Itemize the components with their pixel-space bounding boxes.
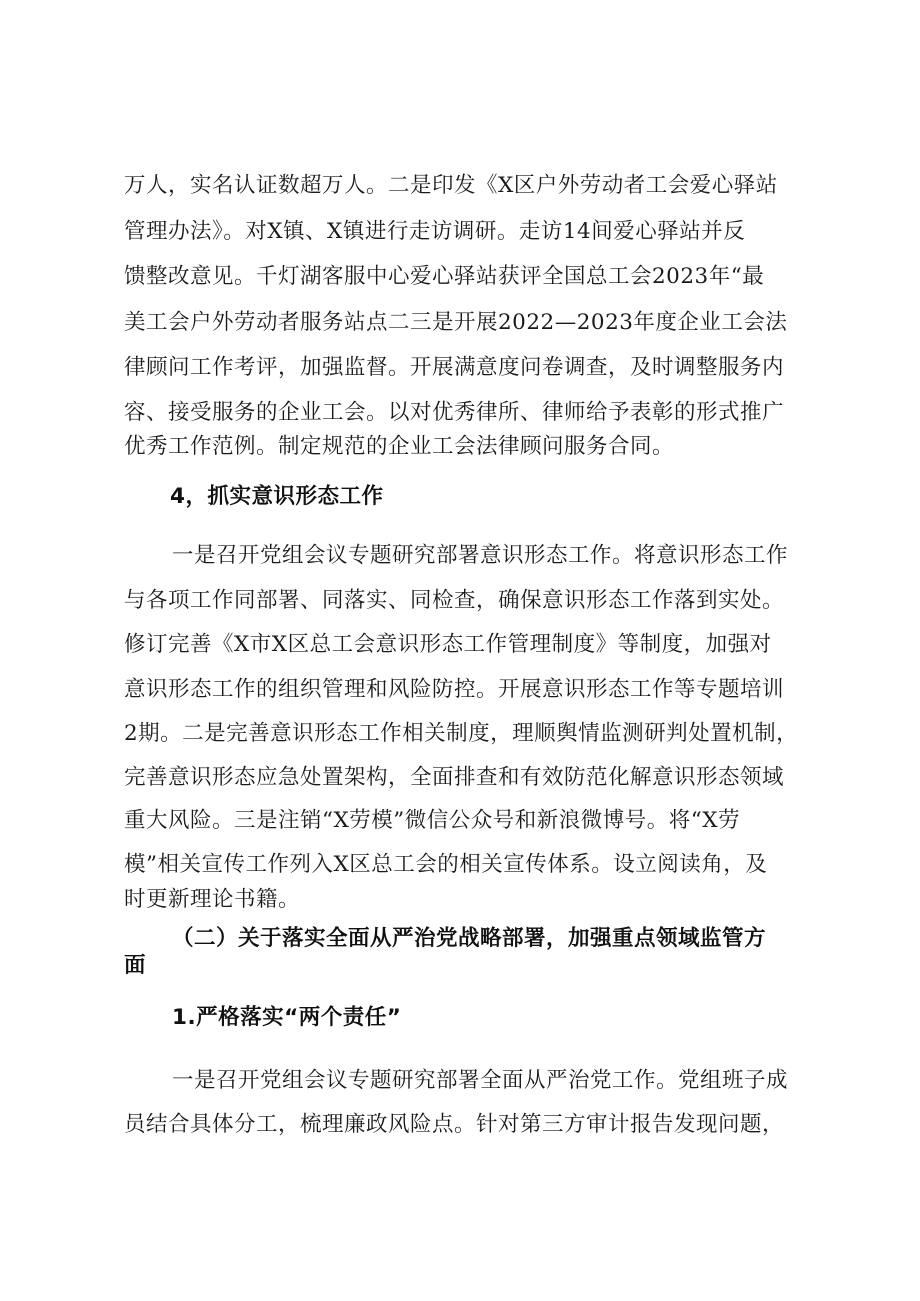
text-line: 一是召开党组会议专题研究部署全面从严治党工作。党组班子成 [172, 1068, 789, 1093]
text-line: 2期。二是完善意识形态工作相关制度，理顺舆情监测研判处置机制， [124, 721, 799, 746]
text-line: 美工会户外劳动者服务站点二三是开展2022—2023年度企业工会法 [124, 310, 788, 335]
text-line: 容、接受服务的企业工会。以对优秀律所、律师给予表彰的形式推广 [124, 400, 785, 425]
subsection-heading-two-responsibilities: 1.严格落实“两个责任” [172, 1005, 402, 1030]
text-line: 重大风险。三是注销“X劳模”微信公众号和新浪微博号。将“X劳 [124, 808, 741, 833]
text-line: 优秀工作范例。制定规范的企业工会法律顾问服务合同。 [124, 434, 675, 459]
text-line: 律顾问工作考评，加强监督。开展满意度问卷调查，及时调整服务内 [124, 355, 785, 380]
section-heading-ideology: 4，抓实意识形态工作 [170, 484, 384, 509]
heading-line: （二）关于落实全面从严治党战略部署，加强重点领域监管方 [172, 926, 767, 951]
text-line: 意识形态工作的组织管理和风险防控。开展意识形态工作等专题培训 [124, 677, 785, 702]
text-line: 万人，实名认证数超万人。二是印发《X区户外劳动者工会爱心驿站 [124, 173, 778, 198]
text-line: 修订完善《X市X区总工会意识形态工作管理制度》等制度，加强对 [124, 632, 772, 657]
text-line: 馈整改意见。千灯湖客服中心爱心驿站获评全国总工会2023年“最 [124, 264, 765, 289]
text-line: 模”相关宣传工作列入X区总工会的相关宣传体系。设立阅读角，及 [124, 852, 768, 877]
text-line: 管理办法》。对X镇、X镇进行走访调研。走访14间爱心驿站并反 [124, 219, 746, 244]
heading-line: 面 [124, 953, 147, 978]
text-line: 一是召开党组会议专题研究部署意识形态工作。将意识形态工作 [172, 543, 789, 568]
text-line: 员结合具体分工，梳理廉政风险点。针对第三方审计报告发现问题， [124, 1112, 785, 1137]
text-line: 与各项工作同部署、同落实、同检查，确保意识形态工作落到实处。 [124, 588, 785, 613]
text-line: 完善意识形态应急处置架构，全面排查和有效防范化解意识形态领域 [124, 765, 785, 790]
text-line: 时更新理论书籍。 [124, 887, 301, 912]
